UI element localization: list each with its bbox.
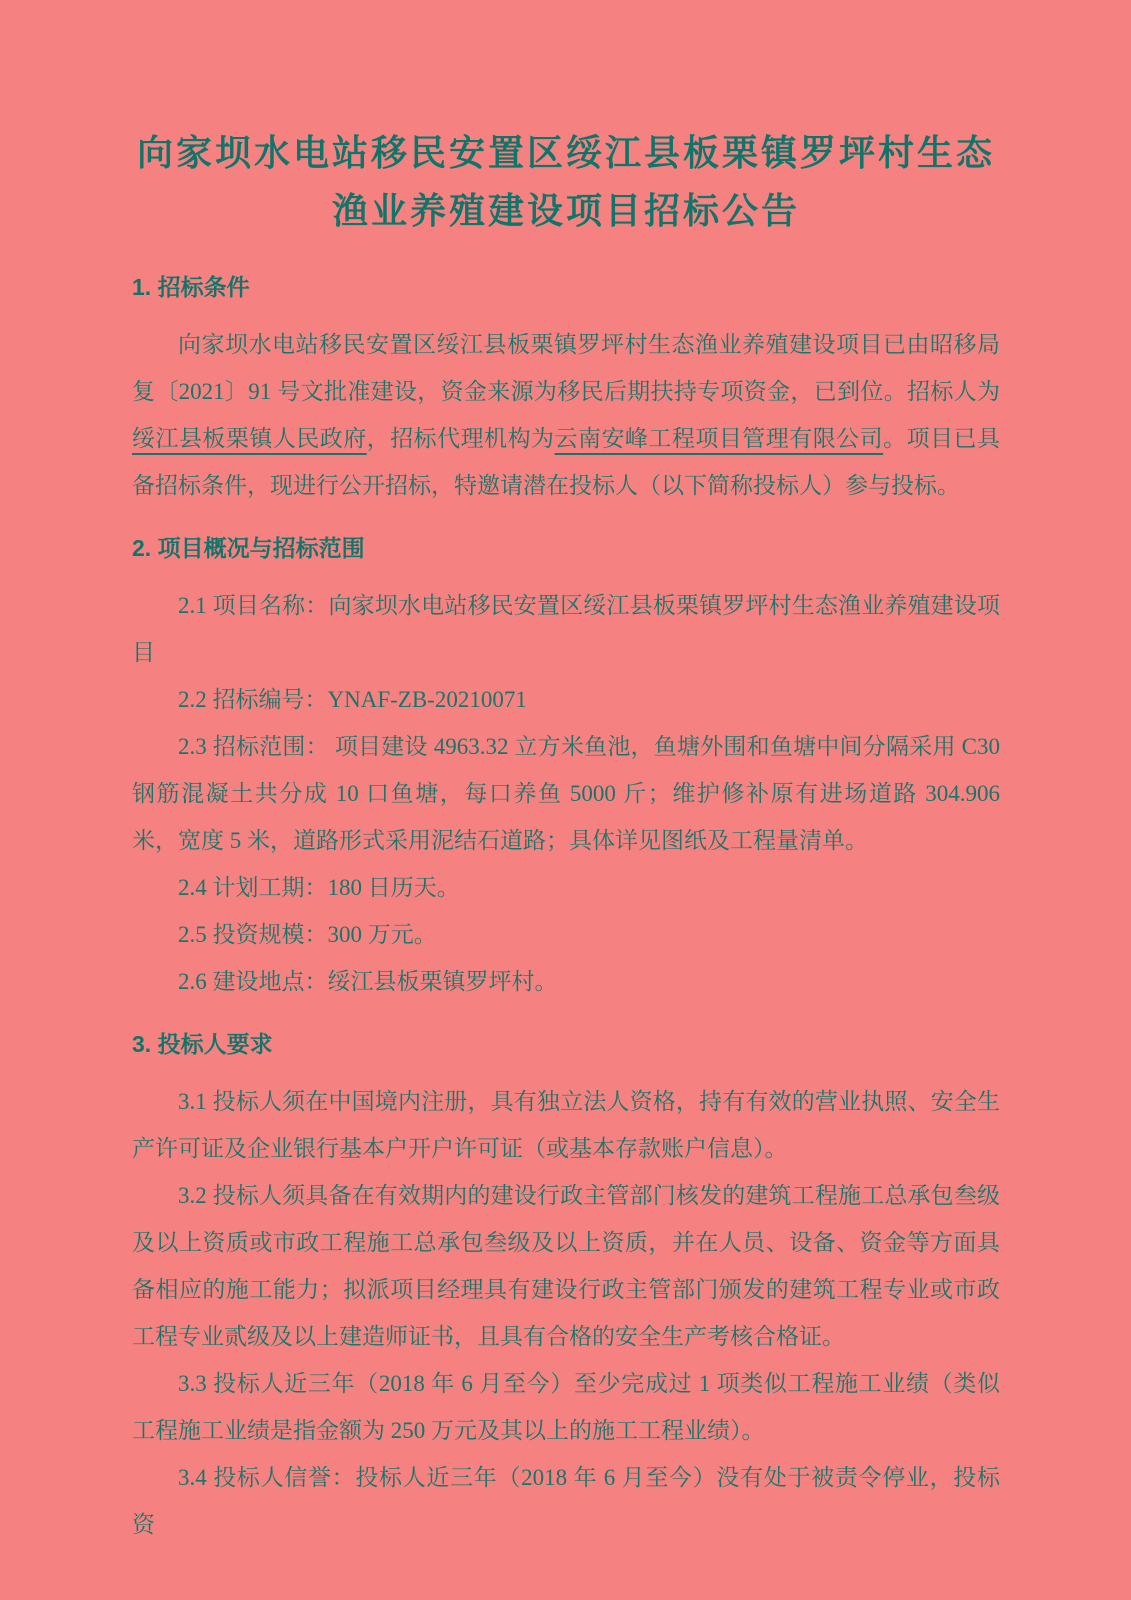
section-1-text-part-1: 向家坝水电站移民安置区绥江县板栗镇罗坪村生态渔业养殖建设项目已由昭移局复〔2021〕91 号文批准建设，资金来源为移民后期扶持专项资金，已到位。招标人为 [132, 332, 1000, 404]
item-investment-scale: 2.5 投资规模：300 万元。 [178, 922, 437, 947]
section-1-heading: 1. 招标条件 [132, 274, 250, 300]
item-bidder-performance: 3.3 投标人近三年（2018 年 6 月至今）至少完成过 1 项类似工程施工业绩（类似工程施工业绩是指金额为 250 万元及其以上的施工工程业绩）。 [132, 1371, 1001, 1443]
item-bidder-registration: 3.1 投标人须在中国境内注册，具有独立法人资格，持有有效的营业执照、安全生产许可证及企业银行基本户开户许可证（或基本存款账户信息）。 [132, 1089, 1000, 1161]
document-title: 向家坝水电站移民安置区绥江县板栗镇罗坪村生态渔业养殖建设项目招标公告 [136, 132, 995, 231]
tenderer-name-underlined: 绥江县板栗镇人民政府 [132, 426, 367, 451]
section-2-heading: 2. 项目概况与招标范围 [132, 535, 365, 561]
item-planned-duration: 2.4 计划工期：180 日历天。 [178, 875, 460, 900]
item-construction-site: 2.6 建设地点：绥江县板栗镇罗坪村。 [178, 969, 558, 994]
section-1-text-part-2: ，招标代理机构为 [366, 426, 555, 451]
item-bidder-reputation: 3.4 投标人信誉：投标人近三年（2018 年 6 月至今）没有处于被责令停业，投标资 [132, 1465, 1000, 1537]
item-project-name: 2.1 项目名称：向家坝水电站移民安置区绥江县板栗镇罗坪村生态渔业养殖建设项目 [132, 593, 1000, 665]
agency-name-underlined: 云南安峰工程项目管理有限公司 [554, 426, 884, 451]
item-tender-scope: 2.3 招标范围： 项目建设 4963.32 立方米鱼池，鱼塘外围和鱼塘中间分隔采用 C30 钢筋混凝土共分成 10 口鱼塘，每口养鱼 5000 斤；维护修补原有进场道路 304.906 米，宽度 5 米，道路形式采用泥结石道路；具体详见图纸及工程量清单。 [132, 734, 1000, 853]
section-3-heading: 3. 投标人要求 [132, 1031, 273, 1057]
item-tender-number: 2.2 招标编号：YNAF-ZB-20210071 [178, 687, 527, 712]
item-bidder-qualification: 3.2 投标人须具备在有效期内的建设行政主管部门核发的建筑工程施工总承包叁级及以上资质或市政工程施工总承包叁级及以上资质，并在人员、设备、资金等方面具备相应的施工能力；拟派项目经理具有建设行政主管部门颁发的建筑工程专业或市政工程专业贰级及以上建造师证书，且具有合格的安全生产考核合格证。 [132, 1183, 1000, 1349]
section-1-text-part-3: 。项目已具备招标条件，现进行公开招标，特邀请潜在投标人（以下简称投标人）参与投标。 [132, 426, 1001, 498]
section-1-paragraph [132, 321, 1000, 509]
